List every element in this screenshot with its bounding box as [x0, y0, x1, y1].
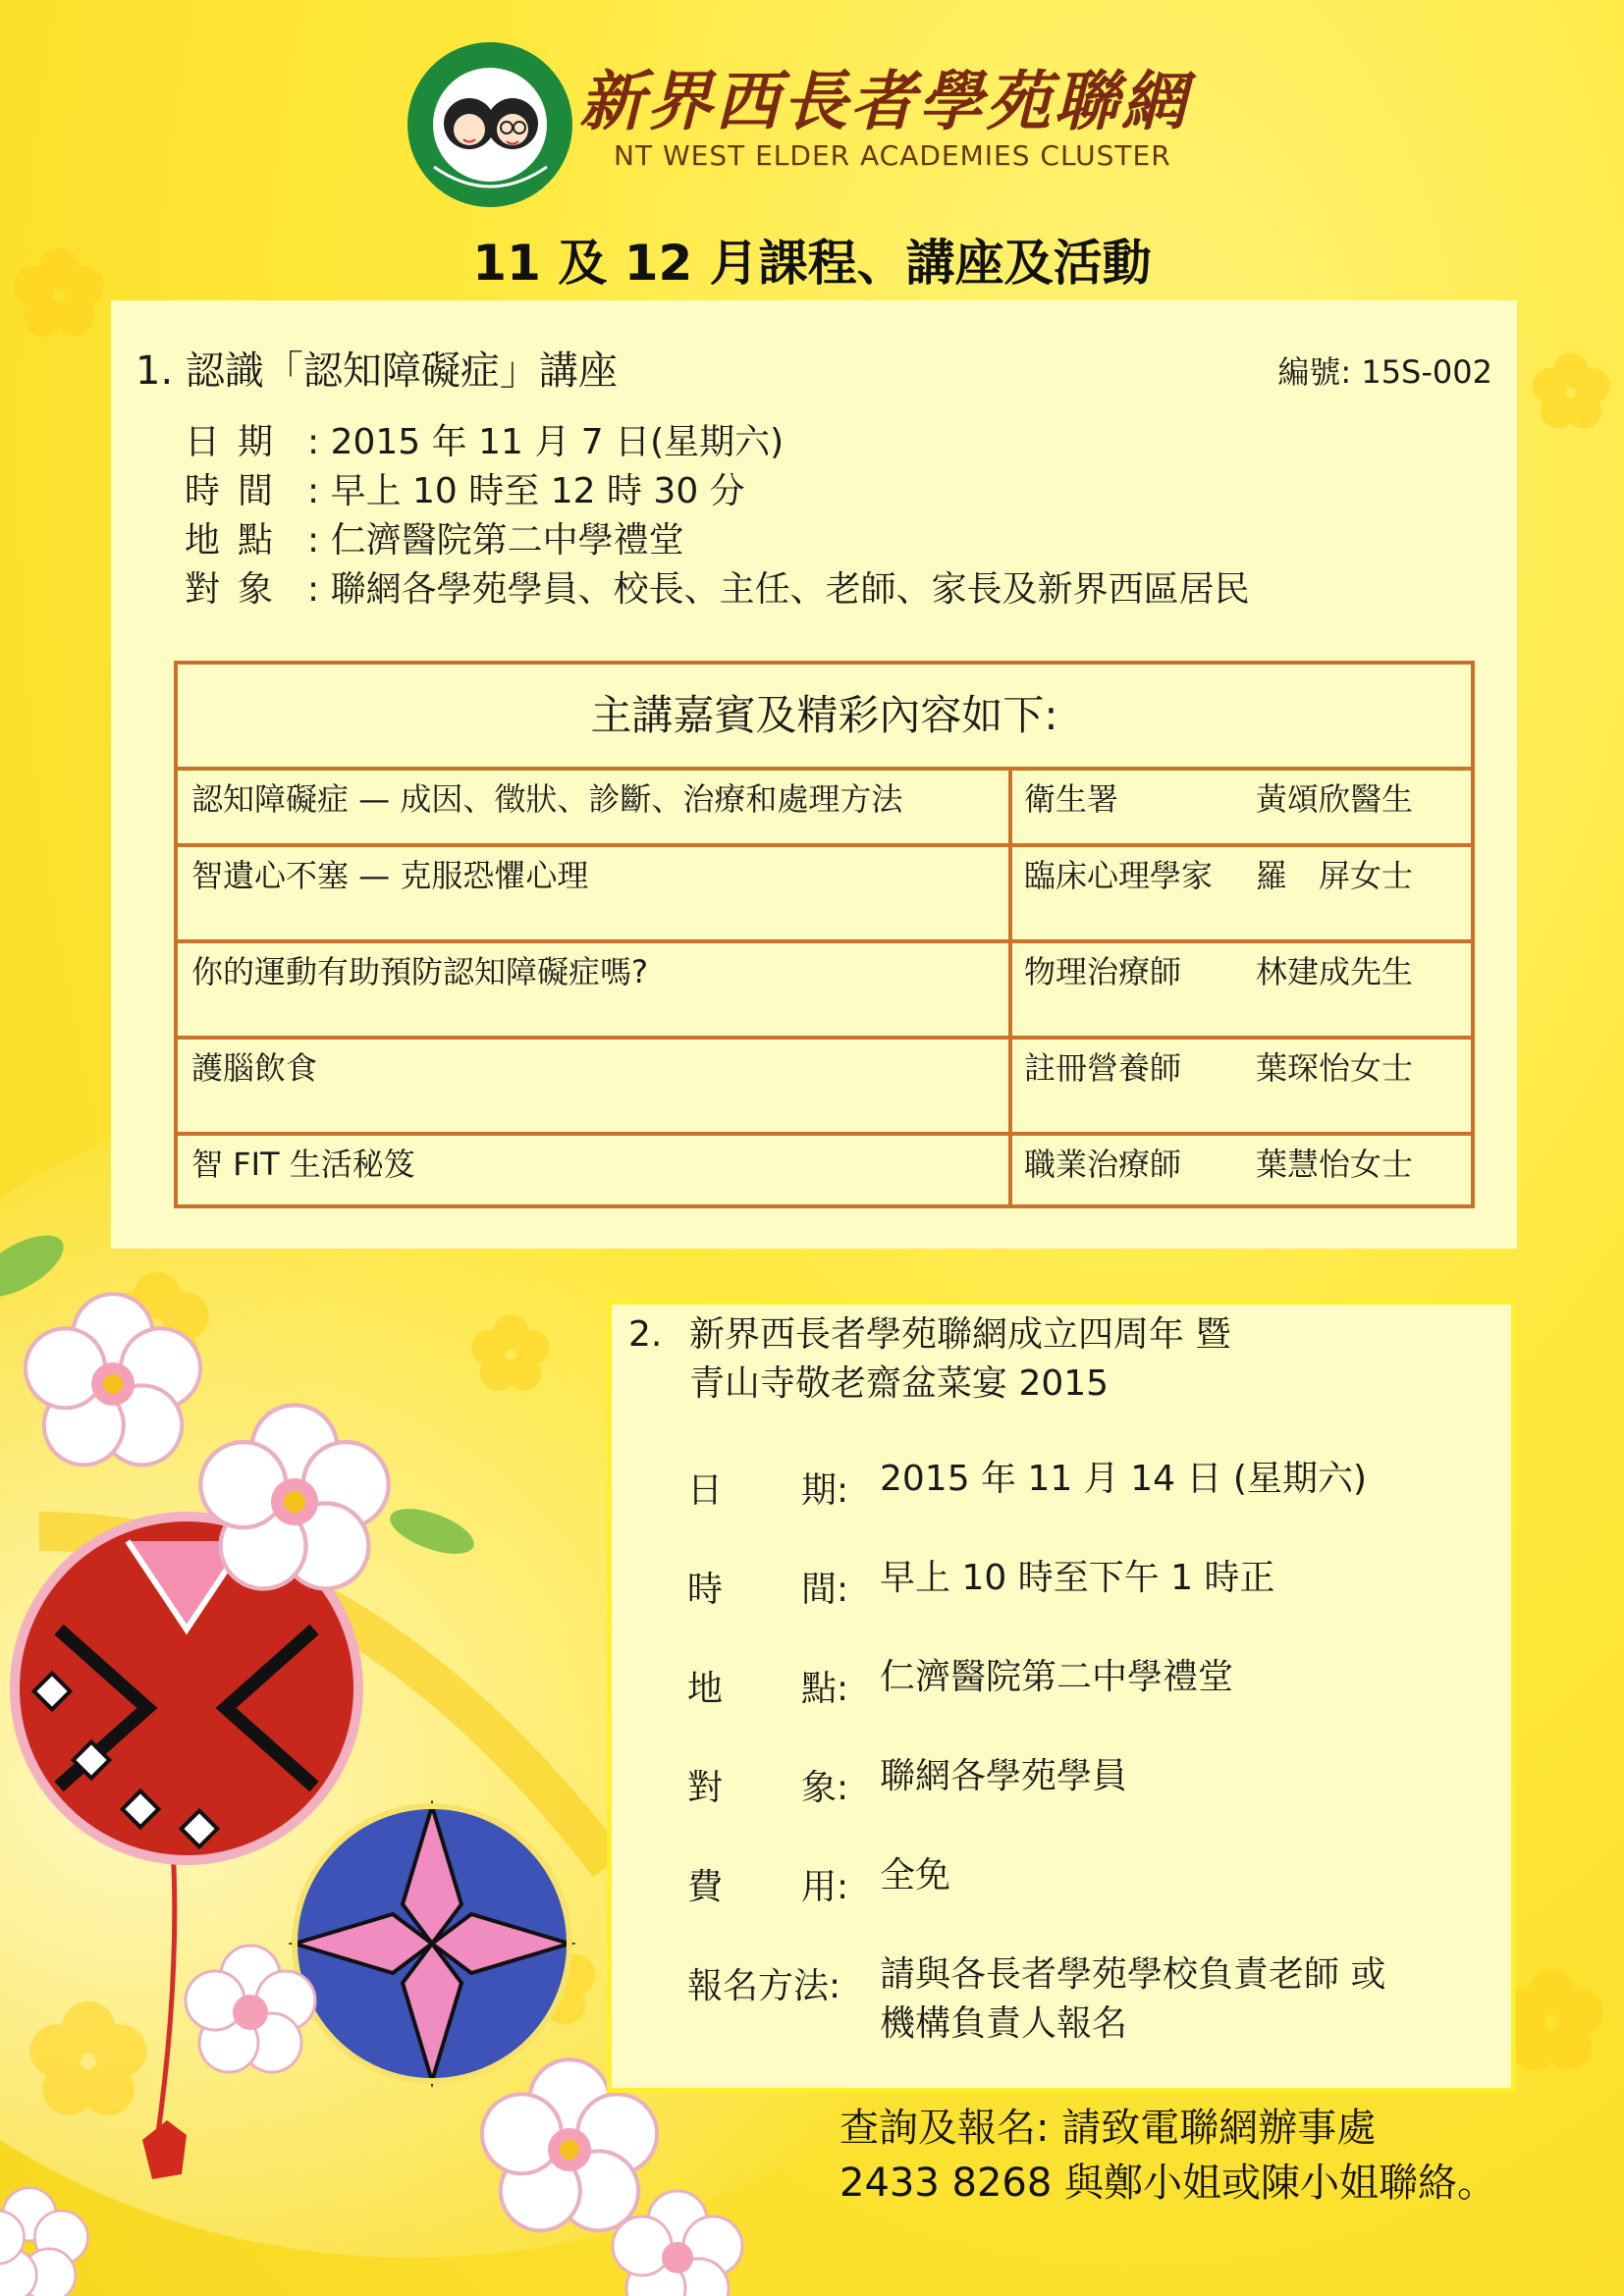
contact-line1: 查詢及報名: 請致電聯網辦事處 — [839, 2106, 1377, 2151]
info-value: 全免 — [880, 1855, 951, 1896]
section2-number: 2. — [628, 1314, 663, 1355]
speakers-table — [174, 661, 1475, 1208]
info-label-suffix: 間: — [801, 1570, 849, 1610]
info-label: 對 — [687, 1768, 724, 1808]
info-value: 仁濟醫院第二中學禮堂 — [880, 1657, 1234, 1697]
section2-title-line1: 新界西長者學苑聯網成立四周年 暨 — [689, 1314, 1231, 1355]
table-row — [178, 767, 1471, 847]
info-label: 日期 — [185, 422, 292, 462]
section2-title-line2: 青山寺敬老齋盆菜宴 2015 — [689, 1363, 1110, 1404]
info-label-suffix: 用: — [801, 1867, 849, 1907]
speaker-role: 臨床心理學家 — [1024, 857, 1214, 894]
speaker-role: 註冊營養師 — [1024, 1049, 1182, 1087]
section1-info-date: 日期 : 2015 年 11 月 7 日(星期六) — [185, 414, 784, 464]
speaker-name: 葉慧怡女士 — [1256, 1146, 1414, 1183]
info-value: 2015 年 11 月 7 日(星期六) — [330, 422, 785, 462]
info-value: 仁濟醫院第二中學禮堂 — [330, 520, 684, 561]
section1-code: 編號: 15S-002 — [1277, 353, 1492, 391]
speakers-heading: 主講嘉賓及精彩內容如下: — [178, 665, 1471, 771]
section1-title: 1. 認識「認知障礙症」講座 — [135, 348, 618, 394]
info-label-suffix: 象: — [801, 1768, 849, 1808]
table-row — [178, 1132, 1471, 1204]
info-label: 報名方法: — [687, 1966, 841, 2006]
section1-info-time: 時間 : 早上 10 時至 12 時 30 分 — [185, 463, 745, 513]
speaker-topic: 你的運動有助預防認知障礙症嗎? — [191, 953, 648, 990]
info-value: 早上 10 時至下午 1 時正 — [880, 1558, 1275, 1598]
speaker-role: 職業治療師 — [1024, 1146, 1182, 1183]
speaker-topic: 智遺心不塞 — 克服恐懼心理 — [191, 857, 589, 894]
info-label-suffix: 點: — [801, 1669, 849, 1709]
info-label: 對象 — [185, 569, 292, 610]
contact-line2: 2433 8268 與鄭小姐或陳小姐聯絡。 — [839, 2161, 1497, 2206]
info-label: 地點 — [185, 520, 292, 561]
info-value: 聯網各學苑學員 — [880, 1756, 1128, 1796]
info-value: 請與各長者學苑學校負責老師 或 — [880, 1954, 1386, 1995]
speaker-topic: 智 FIT 生活秘笈 — [191, 1146, 415, 1183]
info-label: 日 — [687, 1470, 724, 1511]
info-label: 時 — [687, 1570, 724, 1610]
speaker-name: 黃頌欣醫生 — [1256, 780, 1414, 818]
info-label-suffix: 期: — [801, 1470, 849, 1511]
academy-logo — [405, 39, 576, 211]
info-value: 聯網各學苑學員、校長、主任、老師、家長及新界西區居民 — [330, 569, 1250, 610]
org-name-chinese: 新界西長者學苑聯網 — [579, 63, 1189, 139]
speaker-topic: 護腦飲食 — [191, 1049, 318, 1087]
logo-emblem-icon — [405, 39, 576, 211]
info-value-line2: 機構負責人報名 — [880, 2003, 1128, 2044]
speaker-topic: 認知障礙症 — 成因、徵狀、診斷、治療和處理方法 — [191, 780, 903, 818]
speaker-role: 衛生署 — [1024, 780, 1119, 818]
info-label: 費 — [687, 1867, 724, 1907]
page-title: 11 及 12 月課程、講座及活動 — [472, 235, 1152, 292]
speaker-name: 林建成先生 — [1256, 953, 1414, 990]
info-value: 早上 10 時至 12 時 30 分 — [330, 471, 745, 511]
speaker-name: 羅 屏女士 — [1256, 857, 1414, 894]
section1-info-audience: 對象 : 聯網各學苑學員、校長、主任、老師、家長及新界西區居民 — [185, 561, 1250, 612]
table-row — [178, 939, 1471, 1040]
speaker-name: 葉琛怡女士 — [1256, 1049, 1414, 1087]
info-label: 地 — [687, 1669, 724, 1709]
contact-info — [839, 2101, 1496, 2211]
info-label: 時間 — [185, 471, 292, 511]
speaker-role: 物理治療師 — [1024, 953, 1182, 990]
section1-info-venue: 地點 : 仁濟醫院第二中學禮堂 — [185, 512, 684, 562]
info-value: 2015 年 11 月 14 日 (星期六) — [880, 1459, 1367, 1499]
table-row — [178, 1036, 1471, 1136]
org-name-english: NT WEST ELDER ACADEMIES CLUSTER — [614, 139, 1171, 172]
table-row — [178, 843, 1471, 943]
